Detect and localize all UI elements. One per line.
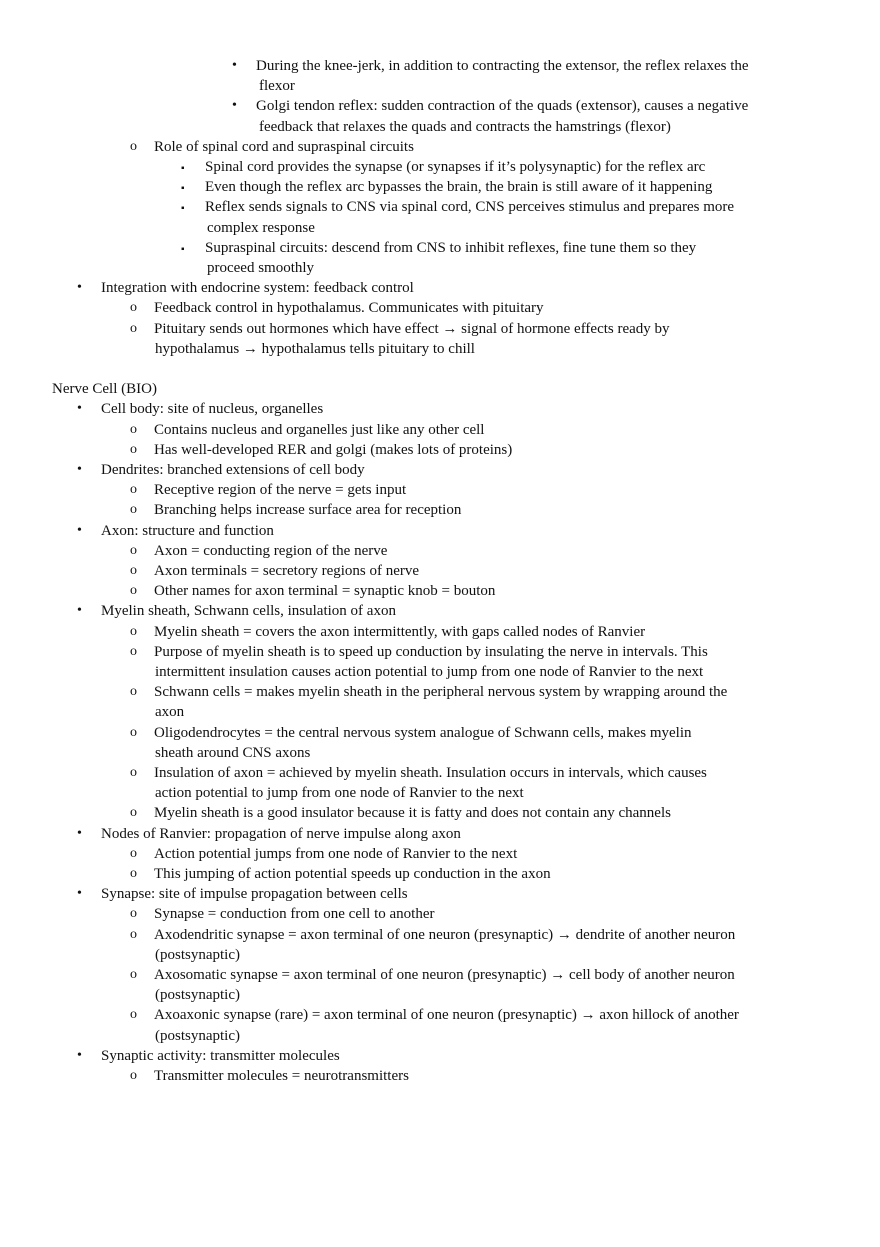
topic-item-bullet: o xyxy=(130,1068,137,1083)
topic-item-text: Myelin sheath is a good insulator because it is fatty and does not contain any channels xyxy=(154,805,671,822)
topic-heading: Nodes of Ranvier: propagation of nerve impulse along axon xyxy=(101,825,461,842)
reflex-detail-item-bullet: • xyxy=(232,58,237,73)
topic-item-text: Oligodendrocytes = the central nervous system analogue of Schwann cells, makes myelin xyxy=(154,724,692,741)
reflex-detail-item-continuation: feedback that relaxes the quads and contracts the hamstrings (flexor) xyxy=(259,118,671,135)
topic-bullet: • xyxy=(77,401,82,417)
topic-item-text: Synapse = conduction from one cell to another xyxy=(154,906,435,923)
spinal-item-text: Spinal cord provides the synapse (or synapses if it’s polysynaptic) for the reflex arc xyxy=(205,159,706,175)
topic-bullet: • xyxy=(77,603,82,619)
topic-item-bullet: o xyxy=(130,805,137,821)
spinal-item-text: Supraspinal circuits: descend from CNS to inhibit reflexes, fine tune them so they xyxy=(205,239,697,256)
topic-item-text: Axosomatic synapse = axon terminal of one neuron (presynaptic) → cell body of another neuron xyxy=(154,967,735,983)
reflex-detail-item-text: During the knee-jerk, in addition to contracting the extensor, the reflex relaxes the xyxy=(256,58,749,74)
topic-bullet: • xyxy=(77,886,82,902)
topic-item-continuation: axon xyxy=(155,704,185,721)
section-title: Nerve Cell (BIO) xyxy=(52,381,157,398)
topic-item-text: This jumping of action potential speeds up conduction in the axon xyxy=(154,866,551,882)
topic-bullet: • xyxy=(77,825,82,841)
topic-item-bullet: o xyxy=(130,421,137,437)
topic-item-text: Axoaxonic synapse (rare) = axon terminal of one neuron (presynaptic) → axon hillock of another xyxy=(154,1007,739,1024)
spinal-item-continuation: complex response xyxy=(207,219,315,236)
topic-heading: Dendrites: branched extensions of cell body xyxy=(101,462,365,478)
spinal-item-bullet: ▪ xyxy=(181,203,185,215)
topic-item-bullet: o xyxy=(130,845,137,861)
topic-item-bullet: o xyxy=(130,502,137,518)
topic-heading: Synaptic activity: transmitter molecules xyxy=(101,1047,340,1064)
endocrine-item-text: Pituitary sends out hormones which have effect → signal of hormone effects ready by xyxy=(154,320,670,337)
topic-item-continuation: intermittent insulation causes action potential to jump from one node of Ranvier to the next xyxy=(155,664,704,680)
topic-item-bullet: o xyxy=(130,542,137,558)
spinal-item-bullet: ▪ xyxy=(181,243,185,255)
topic-item-bullet: o xyxy=(130,643,137,659)
topic-item-text: Myelin sheath = covers the axon intermittently, with gaps called nodes of Ranvier xyxy=(154,623,646,640)
spinal-heading-bullet: o xyxy=(130,138,137,154)
topic-item-bullet: o xyxy=(130,967,137,982)
spinal-heading-text: Role of spinal cord and supraspinal circuits xyxy=(154,138,414,155)
topic-heading: Myelin sheath, Schwann cells, insulation of axon xyxy=(101,603,396,620)
topic-item-bullet: o xyxy=(130,866,137,881)
topic-item-bullet: o xyxy=(130,906,137,922)
topic-item-text: Contains nucleus and organelles just like any other cell xyxy=(154,421,485,438)
endocrine-item-continuation: hypothalamus → hypothalamus tells pituitary to chill xyxy=(155,340,475,357)
topic-item-bullet: o xyxy=(130,765,137,780)
topic-item-text: Other names for axon terminal = synaptic knob = bouton xyxy=(154,583,496,600)
topic-item-bullet: o xyxy=(130,724,137,740)
topic-bullet: • xyxy=(77,1047,82,1063)
spinal-item-text: Even though the reflex arc bypasses the brain, the brain is still aware of it happening xyxy=(205,179,713,196)
topic-item-bullet: o xyxy=(130,926,137,942)
spinal-item-continuation: proceed smoothly xyxy=(207,260,315,276)
topic-item-continuation: action potential to jump from one node of Ranvier to the next xyxy=(155,785,524,802)
endocrine-item-bullet: o xyxy=(130,300,137,316)
topic-item-bullet: o xyxy=(130,482,137,498)
topic-item-text: Schwann cells = makes myelin sheath in the peripheral nervous system by wrapping around the xyxy=(154,684,728,701)
topic-item-text: Branching helps increase surface area for reception xyxy=(154,502,462,519)
spinal-item-text: Reflex sends signals to CNS via spinal cord, CNS perceives stimulus and prepares more xyxy=(205,199,735,216)
endocrine-heading-text: Integration with endocrine system: feedback control xyxy=(101,280,414,297)
topic-item-bullet: o xyxy=(130,563,137,578)
endocrine-item-text: Feedback control in hypothalamus. Communicates with pituitary xyxy=(154,300,544,317)
topic-item-bullet: o xyxy=(130,441,137,457)
topic-item-continuation: (postsynaptic) xyxy=(155,946,240,963)
topic-item-continuation: (postsynaptic) xyxy=(155,1027,240,1044)
topic-item-text: Axodendritic synapse = axon terminal of one neuron (presynaptic) → dendrite of another neuron xyxy=(154,926,736,943)
endocrine-heading-bullet: • xyxy=(77,280,82,296)
topic-heading: Cell body: site of nucleus, organelles xyxy=(101,401,324,418)
topic-bullet: • xyxy=(77,462,82,477)
topic-item-continuation: sheath around CNS axons xyxy=(155,744,311,761)
topic-item-text: Receptive region of the nerve = gets input xyxy=(154,482,407,499)
topic-heading: Axon: structure and function xyxy=(101,522,274,539)
topic-item-text: Insulation of axon = achieved by myelin sheath. Insulation occurs in intervals, which causes xyxy=(154,765,707,781)
spinal-item-bullet: ▪ xyxy=(181,183,185,195)
topic-item-text: Has well-developed RER and golgi (makes lots of proteins) xyxy=(154,441,513,458)
topic-item-bullet: o xyxy=(130,684,137,700)
topic-item-text: Action potential jumps from one node of Ranvier to the next xyxy=(154,845,518,862)
topic-item-bullet: o xyxy=(130,1007,137,1023)
topic-item-text: Purpose of myelin sheath is to speed up conduction by insulating the nerve in intervals. This xyxy=(154,643,708,660)
topic-item-bullet: o xyxy=(130,583,137,599)
topic-item-continuation: (postsynaptic) xyxy=(155,987,240,1004)
topic-heading: Synapse: site of impulse propagation between cells xyxy=(101,886,408,903)
topic-item-bullet: o xyxy=(130,623,137,639)
topic-item-text: Axon terminals = secretory regions of nerve xyxy=(154,563,420,579)
reflex-detail-item-text: Golgi tendon reflex: sudden contraction of the quads (extensor), causes a negative xyxy=(256,98,749,115)
reflex-detail-item-continuation: flexor xyxy=(259,78,295,95)
endocrine-item-bullet: o xyxy=(130,320,137,336)
topic-item-text: Transmitter molecules = neurotransmitters xyxy=(154,1068,409,1084)
topic-item-text: Axon = conducting region of the nerve xyxy=(154,542,388,559)
reflex-detail-item-bullet: • xyxy=(232,98,237,114)
spinal-item-bullet: ▪ xyxy=(181,163,185,174)
topic-bullet: • xyxy=(77,522,82,538)
